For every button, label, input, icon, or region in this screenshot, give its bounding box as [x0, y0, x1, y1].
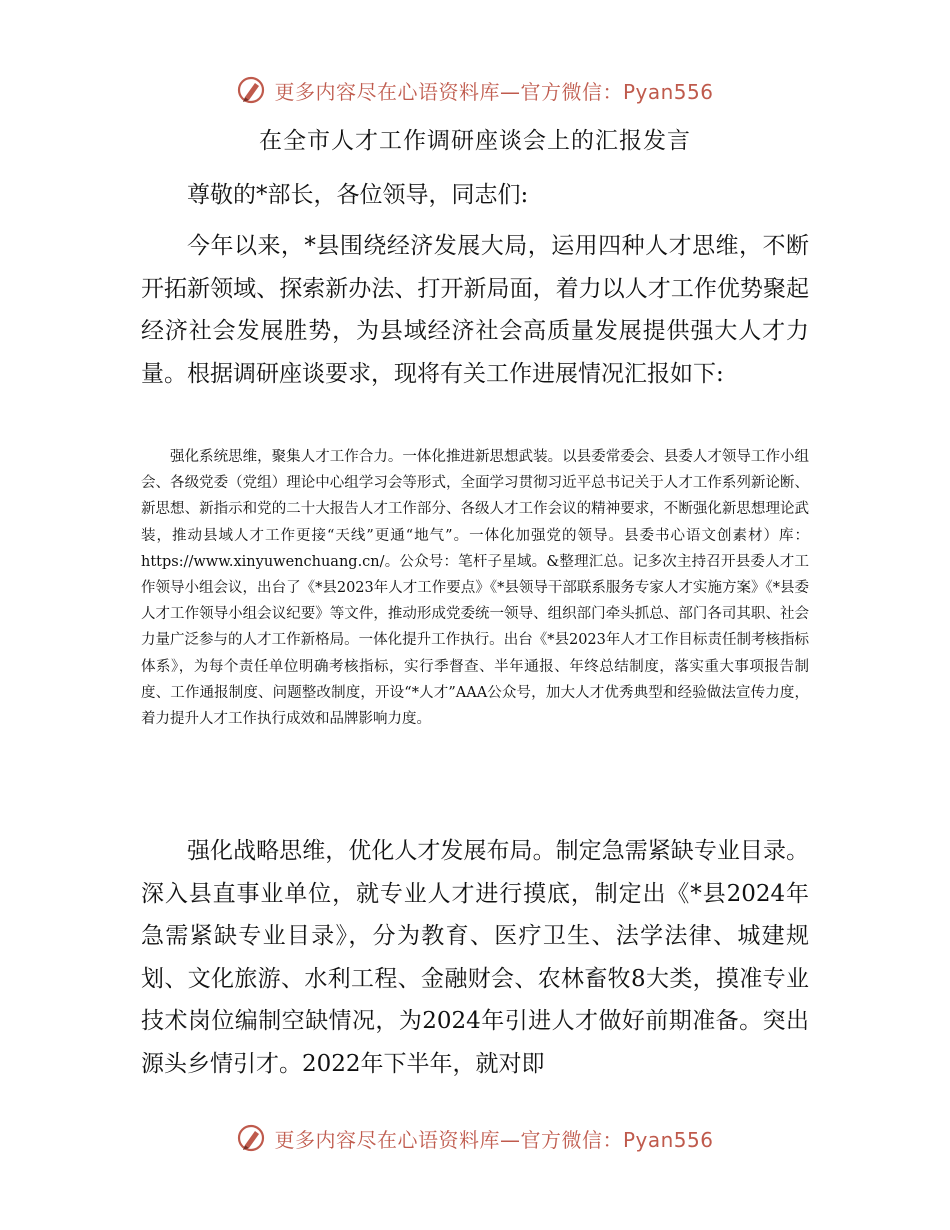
- footer-banner: [0, 1118, 950, 1158]
- document-title: 在全市人才工作调研座谈会上的汇报发言: [259, 128, 691, 154]
- paragraph-strategic-thinking: 强化战略思维，优化人才发展布局。制定急需紧缺专业目录。深入县直事业单位，就专业人才进行摸底，制定出《*县2024年急需紧缺专业目录》，分为教育、医疗卫生、法学法律、城建规划、文化旅游、水利工程、金融财会、农林畜牧8大类，摸准专业技术岗位编制空缺情况，为2024年引进人才做好前期准备。突出源头乡情引才。2022年下半年，就对即: [141, 838, 809, 1077]
- greeting: 尊敬的*部长，各位领导，同志们:: [187, 182, 529, 208]
- paragraph-intro: 今年以来，*县围绕经济发展大局，运用四种人才思维，不断开拓新领域、探索新办法、打开新局面，着力以人才工作优势聚起经济社会发展胜势，为县域经济社会高质量发展提供强大人才力量。根据调研座谈要求，现将有关工作进展情况汇报如下:: [141, 233, 809, 387]
- footer-banner-text: 更多内容尽在心语资料库—官方微信：Pyan556: [274, 1127, 714, 1152]
- pen-logo-icon: [236, 75, 266, 105]
- paragraph-system-thinking: 强化系统思维，聚集人才工作合力。一体化推进新思想武装。以县委常委会、县委人才领导工作小组会、各级党委（党组）理论中心组学习会等形式，全面学习贯彻习近平总书记关于人才工作系列新论断、新思想、新指示和党的二十大报告人才工作部分、各级人才工作会议的精神要求，不断强化新思想理论武装，推动县域人才工作更接“天线”更通“地气”。一体化加强党的领导。县委书心语文创素材）库：https://www.xinyuwenchuang.cn/。公众号：笔杆子星域。&整理汇总。记多次主持召开县委人才工作领导小组会议，出台了《*县2023年人才工作要点》《*县领导干部联系服务专家人才实施方案》《*县委人才工作领导小组会议纪要》等文件，推动形成党委统一领导、组织部门牵头抓总、部门各司其职、社会力量广泛参与的人才工作新格局。一体化提升工作执行。出台《*县2023年人才工作目标责任制考核指标体系》，为每个责任单位明确考核指标，实行季督查、半年通报、年终总结制度，落实重大事项报告制度、工作通报制度、问题整改制度，开设“*人才”AAA公众号，加大人才优秀典型和经验做法宣传力度，着力提升人才工作执行成效和品牌影响力度。: [141, 449, 809, 728]
- header-banner-text: 更多内容尽在心语资料库—官方微信：Pyan556: [274, 79, 714, 104]
- header-banner: [0, 70, 950, 110]
- pen-logo-icon: [236, 1123, 266, 1153]
